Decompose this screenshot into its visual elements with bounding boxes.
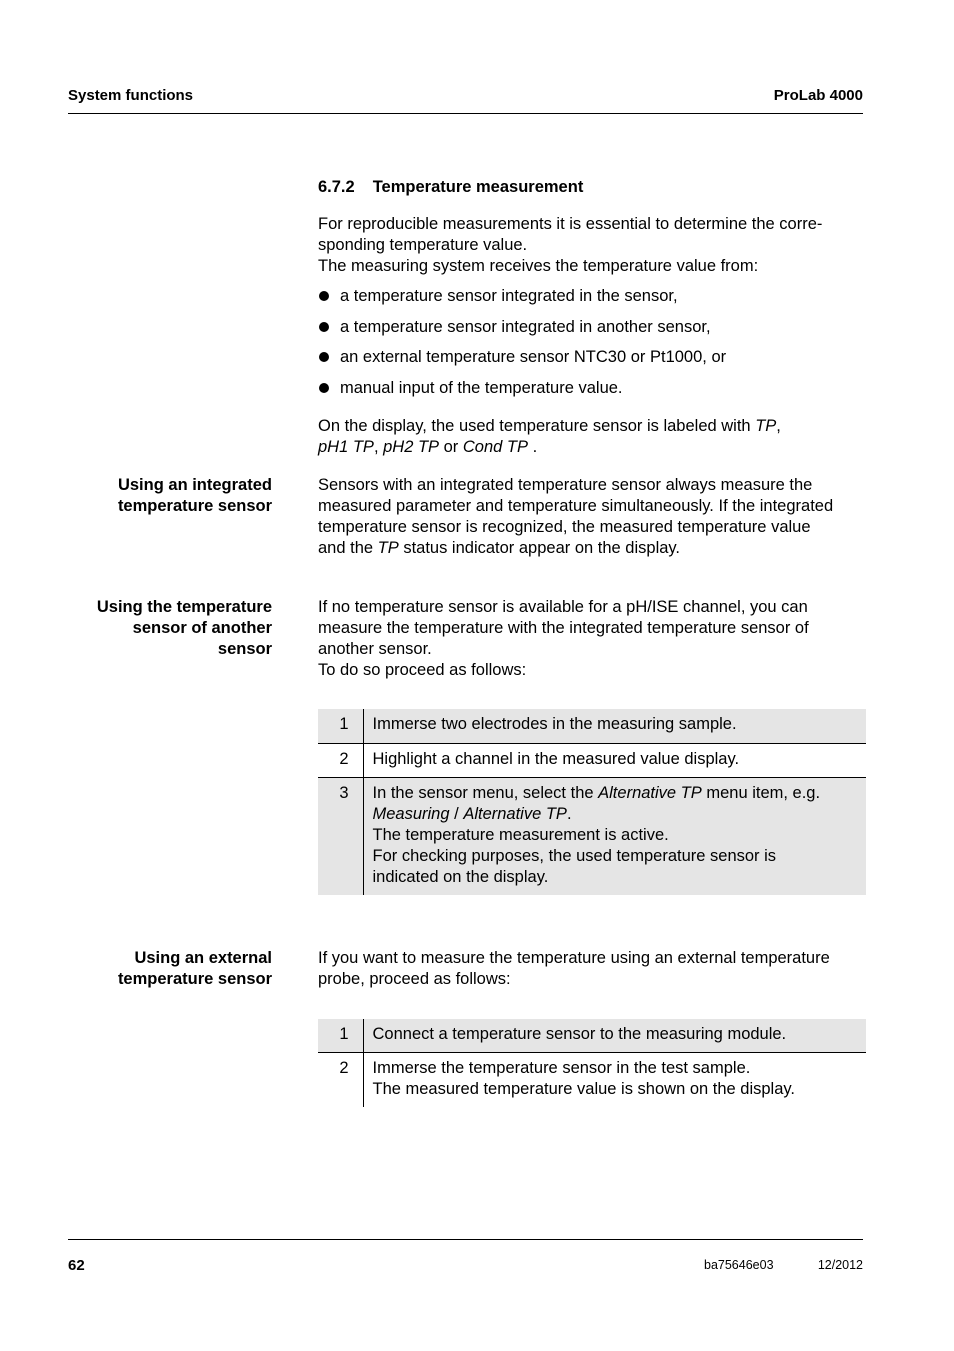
paragraph-line: another sensor. [318, 640, 432, 658]
note-text: On the display, the used temperature sensor is labeled with [318, 417, 756, 435]
step-text-part: . [566, 804, 572, 823]
steps-table-another [318, 709, 866, 895]
step-text-line: For checking purposes, the used temperature sensor is [372, 846, 777, 865]
step-text-part: menu item, e.g. [701, 783, 821, 802]
table-row [318, 1019, 866, 1053]
step-number: 1 [318, 1019, 363, 1053]
step-text-line: The temperature measurement is active. [372, 825, 669, 844]
step-text-line: indicated on the display. [372, 867, 549, 886]
step-text: Highlight a channel in the measured value display. [363, 743, 866, 777]
list-item: an external temperature sensor NTC30 or Pt1000, or [318, 347, 878, 378]
intro-line: The measuring system receives the temperature value from: [318, 257, 759, 275]
external-paragraph [318, 948, 878, 990]
menu-path-measuring: Measuring [372, 804, 450, 823]
table-row [318, 777, 866, 895]
paragraph-line: If no temperature sensor is available for a pH/ISE channel, you can [318, 598, 808, 616]
step-text-line: Immerse the temperature sensor in the test sample. [372, 1059, 751, 1077]
paragraph-line: measured parameter and temperature simultaneously. If the integrated [318, 497, 834, 515]
list-item: a temperature sensor integrated in another sensor, [318, 317, 878, 348]
ph1-tp-label: pH1 TP [318, 438, 374, 456]
footer-rule [68, 1239, 863, 1240]
side-heading-integrated [52, 475, 272, 517]
note-text: , [776, 417, 781, 435]
header-right: ProLab 4000 [773, 87, 863, 104]
tp-label: TP [377, 539, 399, 557]
header-left: System functions [68, 87, 194, 104]
header-rule [68, 113, 863, 114]
cond-tp-label: Cond TP [462, 438, 529, 456]
step-text: Connect a temperature sensor to the measuring module. [363, 1019, 866, 1053]
list-item: a temperature sensor integrated in the sensor, [318, 286, 878, 317]
side-heading-another [52, 597, 272, 660]
table-row [318, 743, 866, 777]
tp-label: TP [755, 417, 777, 435]
side-heading-line: temperature sensor [117, 497, 272, 515]
step-text-line: The measured temperature value is shown on the display. [372, 1080, 796, 1098]
note-text: , [373, 438, 384, 456]
paragraph-line: measure the temperature with the integrated temperature sensor of [318, 619, 809, 637]
list-item: manual input of the temperature value. [318, 378, 878, 409]
side-heading-line: sensor of another [132, 619, 272, 637]
step-number: 2 [318, 743, 363, 777]
menu-path-alternative-tp: Alternative TP [463, 804, 567, 823]
paragraph-line: probe, proceed as follows: [318, 970, 511, 988]
page-number: 62 [68, 1257, 85, 1274]
note-text: or [439, 438, 463, 456]
section-title [318, 178, 583, 197]
side-heading-line: temperature sensor [117, 970, 272, 988]
paragraph-text: and the [318, 539, 378, 557]
paragraph-line: If you want to measure the temperature using an external temperature [318, 949, 830, 967]
paragraph-line: Sensors with an integrated temperature sensor always measure the [318, 476, 813, 494]
table-row [318, 709, 866, 743]
table-row [318, 1053, 866, 1108]
doc-date: 12/2012 [817, 1258, 863, 1272]
section-number: 6.7.2 [318, 178, 355, 196]
step-text: Immerse two electrodes in the measuring sample. [363, 709, 866, 743]
intro-line: sponding temperature value. [318, 236, 528, 254]
menu-item-name: Alternative TP [598, 783, 702, 802]
step-number: 1 [318, 709, 363, 743]
another-paragraph [318, 597, 878, 681]
step-text-part: In the sensor menu, select the [372, 783, 599, 802]
step-text-part: / [449, 804, 464, 823]
note-text: . [528, 438, 538, 456]
paragraph-line: To do so proceed as follows: [318, 661, 527, 679]
source-list [318, 286, 878, 408]
intro-paragraph [318, 214, 878, 277]
steps-table-external [318, 1019, 866, 1107]
side-heading-line: Using an external [134, 949, 272, 967]
side-heading-line: Using the temperature [96, 598, 272, 616]
side-heading-external [52, 948, 272, 990]
step-number: 2 [318, 1053, 363, 1108]
step-number: 3 [318, 777, 363, 895]
side-heading-line: Using an integrated [117, 476, 272, 494]
side-heading-line: sensor [217, 640, 272, 658]
step-text [363, 1053, 866, 1108]
paragraph-text: status indicator appear on the display. [398, 539, 681, 557]
intro-line: For reproducible measurements it is essential to determine the corre- [318, 215, 823, 233]
step-text [363, 777, 866, 895]
integrated-paragraph [318, 475, 878, 559]
paragraph-line: temperature sensor is recognized, the measured temperature value [318, 518, 811, 536]
ph2-tp-label: pH2 TP [383, 438, 440, 456]
display-note [318, 416, 878, 458]
section-title-text: Temperature measurement [372, 178, 584, 196]
doc-number: ba75646e03 [704, 1258, 774, 1272]
